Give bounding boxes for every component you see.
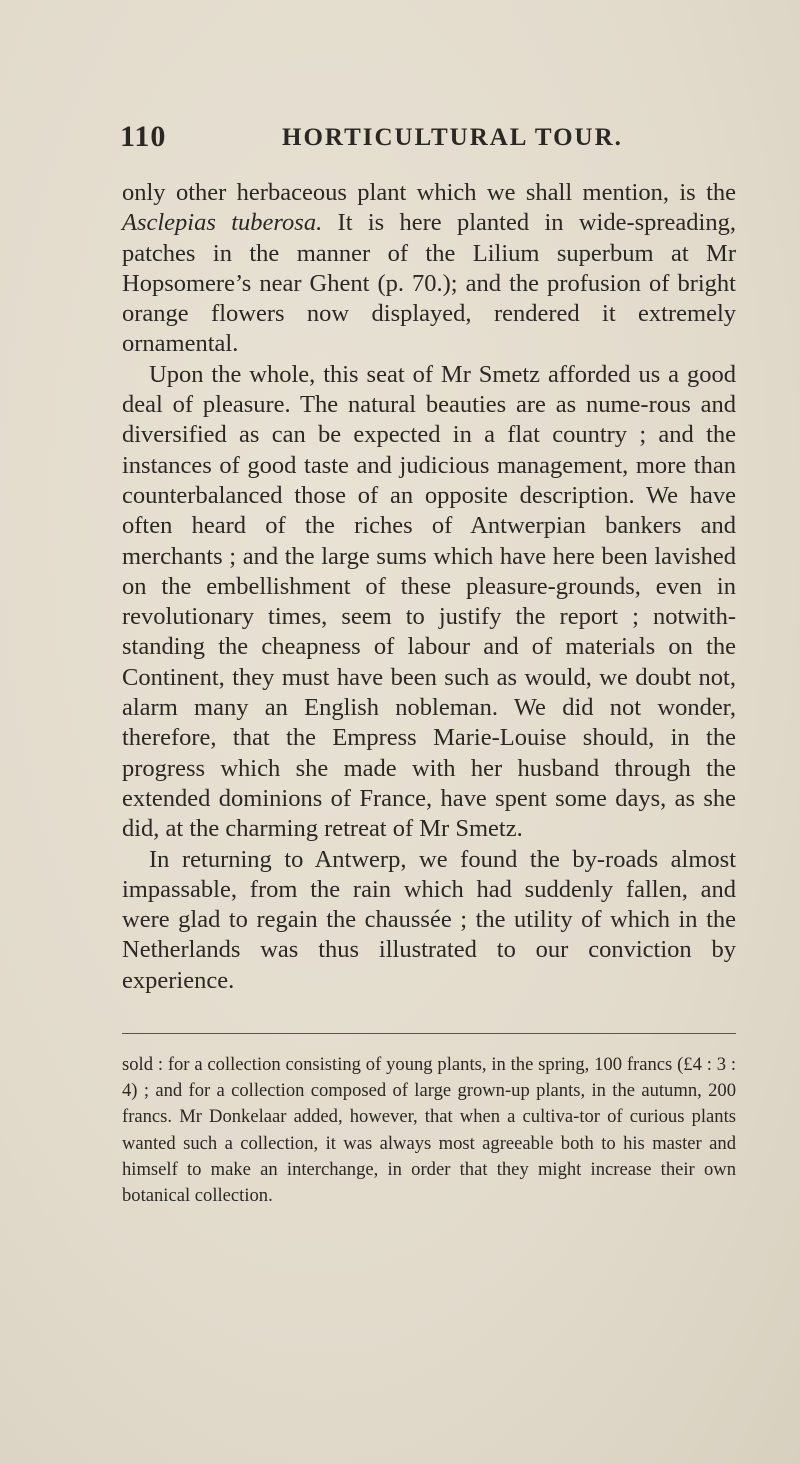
body-text [122, 178, 736, 996]
footnote [122, 1052, 736, 1209]
paragraph-1 [122, 178, 736, 360]
species-name: Asclepias tuberosa. [122, 209, 323, 237]
footnote-divider [122, 1033, 736, 1034]
paragraph-3: In returning to Antwerp, we found the by-roads almost impassable, from the rain which had suddenly fallen, and were glad to regain the chaussée ; the utility of which in the Netherlands was thus illustrated to our conviction by experience. [122, 845, 736, 994]
running-title: HORTICULTURAL TOUR. [282, 124, 623, 151]
paragraph-2: Upon the whole, this seat of Mr Smetz afforded us a good deal of pleasure. The natural beauties are as nume-rous and diversified as can be expected in a flat country ; and the instances of good taste and judicious management, more than counterbalanced those of an opposite description. We have often heard of the riches of Antwerpian bankers and merchants ; and the large sums which have here been lavished on the embellishment of these pleasure-grounds, even in revolutionary times, seem to justify the report ; notwith-standing the cheapness of labour and of materials on the Continent, they must have been such as would, we doubt not, alarm many an English nobleman. We did not wonder, therefore, that the Empress Marie-Louise should, in the progress which she made with her husband through the extended dominions of France, have spent some days, as she did, at the charming retreat of Mr Smetz. [122, 360, 736, 843]
paragraph-1-text-a: only other herbaceous plant which we shall mention, is the [122, 179, 736, 206]
footnote-text: sold : for a collection consisting of young plants, in the spring, 100 francs (£4 : 3 : 4) ; and for a collection composed of large grown-up plants, in the autumn, 200 francs. Mr Donkelaar added, however, that when a cultiva-tor of curious plants wanted such a collection, it was always most agreeable both to his master and himself to make an interchange, in order that they might increase their own botanical collection. [122, 1054, 736, 1207]
running-head [120, 120, 740, 160]
paragraph-1-text-b: It is here planted in wide-spreading, patches in the manner of the Lilium superbum at Mr Hopsomere’s near Ghent (p. 70.); and the profusion of bright orange flowers now displayed, rendered it extremely ornamental. [122, 209, 736, 358]
page-number: 110 [120, 120, 167, 153]
